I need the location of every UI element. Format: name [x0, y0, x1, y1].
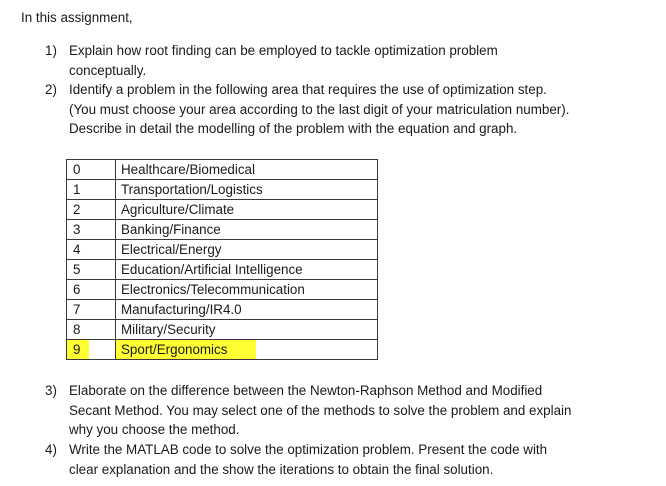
digit-cell: 3 [67, 220, 116, 240]
question-line: Describe in detail the modelling of the problem with the equation and graph. [69, 121, 518, 137]
question-text [69, 41, 625, 80]
table-row [67, 300, 378, 320]
area-table [66, 159, 378, 360]
question-line: Explain how root finding can be employed to tackle optimization problem [69, 43, 498, 58]
question-line: clear explanation and the show the iterations to obtain the final solution. [69, 461, 494, 477]
digit-cell: 2 [67, 200, 116, 220]
digit-cell: 9 [67, 340, 116, 360]
question-text [69, 440, 625, 479]
question-line: Secant Method. You may select one of the methods to solve the problem and explain [69, 402, 572, 418]
area-cell: Transportation/Logistics [116, 180, 378, 200]
area-cell: Sport/Ergonomics [116, 340, 378, 360]
area-cell: Education/Artificial Intelligence [116, 260, 378, 280]
table-row [67, 160, 378, 180]
digit-cell: 0 [67, 160, 116, 180]
question-number: 3) [45, 383, 57, 398]
area-cell: Military/Security [116, 320, 378, 340]
area-cell: Electrical/Energy [116, 240, 378, 260]
question-text [69, 381, 625, 440]
digit-cell: 5 [67, 260, 116, 280]
digit-cell: 1 [67, 180, 116, 200]
question-line: Write the MATLAB code to solve the optimization problem. Present the code with [69, 442, 548, 457]
table-row [67, 180, 378, 200]
table-row [67, 200, 378, 220]
question-line: (You must choose your area according to the last digit of your matriculation number). [69, 101, 570, 117]
digit-cell: 7 [67, 300, 116, 320]
area-cell: Agriculture/Climate [116, 200, 378, 220]
table-row-highlighted [67, 340, 378, 360]
question-text [69, 80, 625, 139]
table-row [67, 280, 378, 300]
question-line: Identify a problem in the following area that requires the use of optimization step. [69, 82, 547, 97]
question-line: Elaborate on the difference between the Newton-Raphson Method and Modified [69, 383, 543, 398]
question-number: 4) [45, 442, 57, 457]
digit-cell: 6 [67, 280, 116, 300]
area-cell: Healthcare/Biomedical [116, 160, 378, 180]
intro-text: In this assignment, [21, 10, 133, 25]
table-row [67, 220, 378, 240]
table-row [67, 320, 378, 340]
question-number: 1) [45, 43, 57, 58]
digit-cell: 8 [67, 320, 116, 340]
question-line: why you choose the method. [69, 422, 240, 438]
digit-cell: 4 [67, 240, 116, 260]
question-line: conceptually. [69, 62, 147, 78]
area-cell: Manufacturing/IR4.0 [116, 300, 378, 320]
table-row [67, 260, 378, 280]
area-cell: Banking/Finance [116, 220, 378, 240]
area-cell: Electronics/Telecommunication [116, 280, 378, 300]
table-row [67, 240, 378, 260]
question-number: 2) [45, 82, 57, 97]
